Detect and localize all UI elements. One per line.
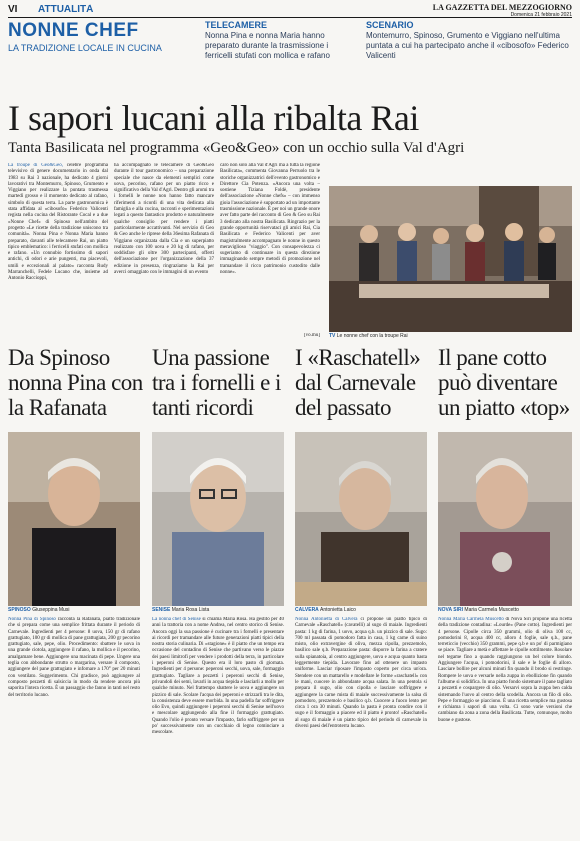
story-lead: Nonna Pina di Spinoso (8, 617, 56, 622)
article-credit: [vo.mu] (304, 333, 320, 338)
caption-town: SENISE (152, 607, 171, 613)
story-text (438, 617, 572, 837)
photo-nonna-pina (8, 432, 140, 606)
caption-text: Le nonne chef con la troupe Rai (336, 333, 408, 339)
story-caption (438, 607, 572, 614)
article-lead: La troupe di Geo&Geo, (8, 163, 63, 168)
page-header (8, 4, 572, 16)
story-caption (8, 607, 140, 614)
story-text (8, 617, 140, 837)
teaser-body: Nonna Pina e nonna Maria hanno preparato durante la trasmissione i ferricelli stufati con mollica e rafano (205, 31, 330, 60)
header-rule (8, 17, 572, 18)
newspaper-name: LA GAZZETTA DEL MEZZOGIORNO (432, 4, 572, 12)
article-text: caro non solo alla Val d'Agri ma a tutta la regione Basilicata», commenta Giovanna Perruolo tra le storiche organizzatrici dell'evento gastronomico e Direttore Cia Potenza. «Ancora una volta – sostiene Tiziana Foldè, presidente dell'associazione «Nonne chefs» – con immenso gioia l'associazione è supportato ad un importante trasmissione nazionale. È per noi un grande onore aver fatto parte del racconto di Geo & Geo su Rai 3 dedicato alla nostra Basilicata. Ringrazio per la grande opportunità riservataci gli amici Rai, Cia Basilicata e Federico Valicenti per aver magistralmente accompagnato le nonne in questo meraviglioso "viaggio". Con consapevolezza ci sugeriamo di continuare in questa direzione immaginando sempre metodi di promozione nel tramandare il ricco patrimonio custodito dalle nonne». (220, 163, 320, 276)
caption-town: CALVERA (295, 607, 319, 613)
caption-name: Maria Rosa Lista (171, 607, 210, 613)
photo-maria-carmela (438, 432, 572, 606)
story-lead: Nonna Maria Carmela Muscetto (438, 617, 504, 622)
story-caption (295, 607, 427, 614)
story-body: di Nova Siri propone una ricetta della tradizione contadina: «Lourde» (Pane cotto). Ingredienti per 4 persone. Cipolle circa 350 grammi, olio di oliva 100 cc, pomodorini 8, acqua 400 cc, alloro 4 foglie, sale q.b., pane terreticcio (vecchio) 350 grammi, pepe q.b e un po' di parmigiano se piace. Tagliare a metà e affettare le cipolle sottilmente. Rosolare nel tegame fino a quando raggiungono un bel colore biondo. Aggiungere l'acqua, i pomodorini, il sale e le foglie di alloro. Lasciare bollire per alcuni minuti fin quando il brodo si restringe. Rompere le uova e versarle nella zuppa in ebollizione fin quando l'albume si solidifica. In una piatto fondo sistemare il pane tagliato a pezzetti e cospargere di olio. Versarvi sopra la zuppa ben calda sistemando l'uovo al centro della scodella. Ancora un filo di olio. Pepe e formaggio se piacciono. È una ricetta semplice ma gustosa e richiama i sapori di una volta. Ci sono varie versioni che cambiano da zona a zona della Basilicata. Tutte, comunque, molto buone e gustose. (438, 617, 572, 723)
teaser-body: Montemurro, Spinoso, Grumento e Viggiano nell'ultima puntata a cui ha partecipato anche il «cibosofo» Federico Valicenti (366, 31, 569, 60)
story-body: racconta la Rafanata, piatto tradizionale che si prepara come una semplice frittata durante il periodo di Carnevale. Ingredienti per 4 persone: 8 uova, 150 gr di rafano grattugiato, 100 gr di mollica di pane grattugiata, 200 gr pecorino grattugiato, sale, pepe, olio. Procedimento: sbattere le uova in una grande ciotola, aggiungere il rafano, la mollica e il pecorino, amalgamare bene. Aggiungere una macinata di pepe. Ungere una teglia con abbondante strutto o margarina, versare il composto, aggiungere del pane grattugiato e infornare a 170° per 20 minuti con ventilato. Suggerimento. Chi gradisce, può aggiungere al composto pezzetti di salsiccia in modo da rendere ancora più saporita l'intera ricetta. È un passaggio che fanno in tanti nel resto del territorio lucano. (8, 617, 140, 698)
teaser-heading: TELECAMERE (205, 20, 268, 30)
caption-name: Antonietta Laico (320, 607, 356, 613)
photo-troupe-rai (329, 186, 572, 332)
section-brand (8, 20, 208, 54)
teaser-telecamere (205, 20, 355, 61)
article-text: ha accompagnato le telecamere di Geo&Geo durante il tour gastronomico – una preparazione speciale che nasce da elementi semplici come uova, pecorino, rafano per un piatto ricco e significativo della Val d'Agri. Dentro gli aromi tra i fornelli le nonne non hanno fatto mancare riferimenti a ricordi di una vita dedicata alla famiglia e alla cucina, racconti e sperimentazioni legati a questo fantastico prodotto e naturalmente qualche consiglio per rendere i piatti particolarmente accattivanti. Nel servizio di Geo & Geo anche le riprese della 36esima Rafanata di Viggiano organizzata dalla Cia e un superpiatto realizzato con 100 uova e 20 kg di rafano, per soddisfare gli oltre 300 partecipanti, offerti dell'associazione per l'organizzazione della 37 edizione in presenza, ringraziamo la Rai per averci omaggiato con le immagini di un evento (114, 163, 214, 276)
main-headline: I sapori lucani alla ribalta Rai (8, 98, 419, 138)
photo-maria-rosa (152, 432, 284, 606)
teaser-scenario (366, 20, 572, 61)
story-text (295, 617, 427, 837)
story-text (152, 617, 284, 837)
caption-name: Maria Carmela Muscetto (464, 607, 519, 613)
story-title: Il pane cotto può diventare un piatto «top» (438, 345, 570, 420)
caption-name: Giuseppina Musi (32, 607, 70, 613)
story-title: I «Raschatell» dal Carnevale del passato (295, 345, 421, 420)
photo-nonna-antonietta (295, 432, 427, 606)
main-article-col-1 (8, 163, 108, 339)
story-title: Da Spinoso nonna Pina con la Rafanata (8, 345, 143, 420)
story-title: Una passione tra i fornelli e i tanti ricordi (152, 345, 281, 420)
story-lead: Nonna Antonietta di Calvera (295, 617, 358, 622)
caption-town: SPINOSO (8, 607, 31, 613)
story-lead: La nonna chef di Senise (152, 617, 201, 622)
section-label: ATTUALITÀ (38, 4, 94, 15)
caption-town: NOVA SIRI (438, 607, 464, 613)
main-deck: Tanta Basilicata nel programma «Geo&Geo» con un occhio sulla Val d'Agri (8, 140, 465, 156)
article-text: celebre programma televisivo di genere documentario in onda dal 1983 su Rai 3 nazionale, ha dedicato 4 giorni lavorativi tra Montemurro, Spinoso, Grumento e Viggiano per realizzare la puntata trasmessa martedì grosso e il momento dedicato al rafano, simbolo di questa terra. La parte gastronomica è stata affidata al «cibosofo» Federico Valicenti regista nella cucina del Ristorante Cocal e a due «Nonne Chef» di Spinoso nell'ambito del progetto «Le ricette della tradizione uniscono tra comunità». Nonna Pina e Nonna Maria hanno preparato, davanti alle telecamere Rai, un piatto tipico emblematico: i ferricelli stufati con mollica e rafano. «Un connubio fortissimo di sapori antichi, di odori e arie pungenti, ma piacevoli, umili e eccezionali al palato» racconta Rudy Marranchelli, Fedele Lucano che, insieme ad Antonio Raccioppi, (8, 163, 108, 282)
brand-subtitle: LA TRADIZIONE LOCALE IN CUCINA (8, 43, 162, 53)
page-number: VI (8, 4, 18, 15)
main-article-col-3 (220, 163, 320, 333)
story-caption (152, 607, 284, 614)
main-article-col-2 (114, 163, 214, 339)
caption-tag: TV (329, 333, 336, 339)
teaser-heading: SCENARIO (366, 20, 414, 30)
brand-title: NONNE CHEF (8, 20, 139, 41)
story-body: si chiama Maria Rosa. Ha gestito per 40 anni la trattoria con a nome Andrea, nel centro storico di Senise. Ancora oggi la sua passione è cucinare tra i fornelli e presentare ai ricordi per tramandare alle future generazioni piatti tipici della nostra storia culinaria. Di «stagione» è il piatto che un tempo era occasione del contadino di Senise che partivano verso le piazze dei paesi limitrofi per vendere i prodotti della terra, in particolare i peperoni di Senise. Questo era il loro pasto di giornata. Ingredienti per 4 persone: peperoni secchi, uova, sale, formaggio grattugiato. Tagliare a pezzetti i peperoni secchi di Senise, privandoli dei semi, lavarli in acqua tiepida e lasciarli a mollo per qualche minuto. Nel frattempo sbattere le uova e aggiungere un pizzico di sale. Scolare l'acqua dei peperoni e strizzarli tra le dita, la consistenza deve essere morbida. In una padella far soffriggere olio Evo, quindi aggiungere i peperoni secchi di Senise nell'uovo e mescolare aggiungendo alla fine il formaggio grattugiato. Quando l'olio è pronto versare l'impasto, farlo soffriggere per un po' successivamente con un cucchiaio di legno cominciare a mescolare. (152, 617, 284, 736)
story-body: ci propone un piatto tipico di Carnevale «Raschatell» (cavatelli) al sugo di maiale. Ingredienti pasta: 1 kg di farina, 1 uovo, acqua q.b. un pizzico di sale. Sugo: 700 ml passata di pomodoro fatta in casa, 1 kg carne di suino misto, olio extravergine di oliva, mezza cipolla, prezzemolo, basilico sale q.b. Preparazione pasta: disporre la farina a cratere sulla spianatoia, al centro aggiungere, uova e acqua quanto basta leggermente tiepida. Lavorare fino ad ottenere un impasto uniforme. Lasciar riposare l'impasto coperto per circa un'ora. Stendere con un mattarello e modellare le forme «raschatell» con le mani, cuocere in abbondante acqua salata. In una pentola si prepara il sugo, olio con cipolla e lasciare soffriggere e aggiungere la carne mista di maiale successivamente la salsa di pomodoro, prezzemolo e basilico q.b. Cuocere a fuoco lento per circa 1 ora 30 minuti. Quando la pasta è pronta condire con il sugo e il formaggio a piacere ed il piatto è pronto! «Raschatell» al sugo di maiale è un piatto tipico del periodo di carnevale in diversi paesi dell'entroterra lucano. (295, 617, 427, 730)
main-photo-caption (329, 333, 572, 340)
issue-date: Domenica 21 febbraio 2021 (510, 12, 572, 16)
